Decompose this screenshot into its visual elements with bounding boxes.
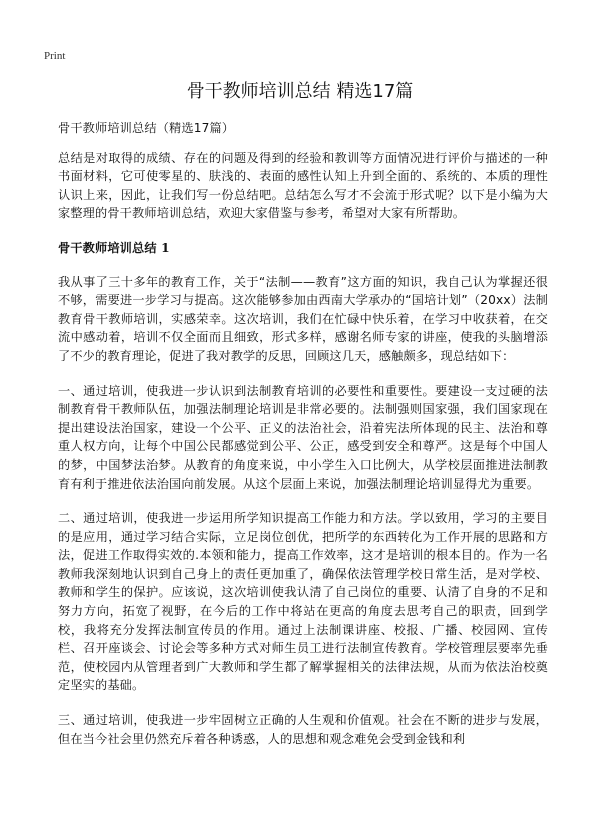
document-body xyxy=(58,119,548,764)
page-title: 骨干教师培训总结 精选17篇 xyxy=(186,81,414,102)
body-paragraph: 三、通过培训，使我进一步牢固树立正确的人生观和价值观。社会在不断的进步与发展，但在当今社会里仍然充斥着各种诱惑，人的思想和观念难免会受到金钱和利 xyxy=(58,713,548,746)
intro-paragraph: 总结是对取得的成绩、存在的问题及得到的经验和教训等方面情况进行评价与描述的一种书面材料，它可使零星的、肤浅的、表面的感性认知上升到全面的、系统的、本质的理性认识上来，因此，让我们写一份总结吧。总结怎么写才不会流于形式呢？以下是小编为大家整理的骨干教师培训总结，欢迎大家借鉴与参考，希望对大家有所帮助。 xyxy=(58,150,548,221)
document-subtitle: 骨干教师培训总结（精选17篇） xyxy=(58,121,235,135)
print-link[interactable]: Print xyxy=(44,50,66,62)
body-paragraph: 我从事了三十多年的教育工作，关于“法制——教育”这方面的知识，我自己认为掌握还很不够，需要进一步学习与提高。这次能够参加由西南大学承办的“国培计划”（20xx）法制教育骨干教师培训，实感荣幸。这次培训，我们在忙碌中快乐着，在学习中收获着，在交流中感动着，培训不仅全面而且细致，形式多样，感谢名师专家的讲座，使我的头脑增添了不少的教育理论，促进了我对教学的反思，回顾这几天，感触颇多，现总结如下： xyxy=(58,274,548,363)
section-heading: 骨干教师培训总结 1 xyxy=(58,240,170,255)
body-paragraph: 一、通过培训，使我进一步认识到法制教育培训的必要性和重要性。要建设一支过硬的法制教育骨干教师队伍，加强法制理论培训是非常必要的。法制强则国家强，我们国家现在提出建设法治国家，建设一个公平、正义的法治社会，沿着宪法所体现的民主、法治和尊重人权方向，让每个中国公民都感觉到公平、公正，感受到安全和尊严。这是每个中国人的梦，中国梦法治梦。从教育的角度来说，中小学生入口比例大，从学校层面推进法制教育有利于推进依法治国向前发展。从这个层面上来说，加强法制理论培训显得尤为重要。 xyxy=(58,383,548,491)
body-paragraph: 二、通过培训，使我进一步运用所学知识提高工作能力和方法。学以致用，学习的主要目的是应用，通过学习结合实际，立足岗位创优，把所学的东西转化为工作开展的思路和方法，促进工作取得实效的.本领和能力，提高工作效率，这才是培训的根本目的。作为一名教师我深刻地认识到自己身上的责任更加重了，确保依法管理学校日常生活，是对学校、教师和学生的保护。应该说，这次培训使我认清了自己岗位的重要、认清了自身的不足和努力方向，拓宽了视野，在今后的工作中将站在更高的角度去思考自己的职责，回到学校，我将充分发挥法制宣传员的作用。通过上法制课讲座、校报、广播、校园网、宣传栏、召开座谈会、讨论会等多种方式对师生员工进行法制宣传教育。学校管理层要率先垂范，使校园内从管理者到广大教师和学生都了解掌握相关的法律法规，从而为依法治校奠定坚实的基础。 xyxy=(58,511,548,693)
